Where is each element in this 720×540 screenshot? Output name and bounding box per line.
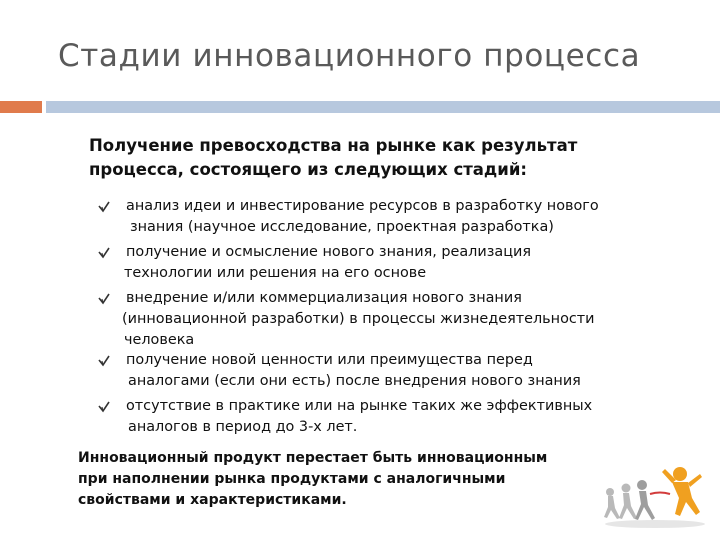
stage-item: [98, 288, 595, 351]
conclusion-line: Инновационный продукт перестает быть инновационным: [78, 450, 548, 466]
conclusion-text: [78, 448, 638, 511]
stage-line: человека: [124, 332, 195, 348]
running-figures-icon: [600, 458, 710, 530]
header-divider-bar: [46, 101, 720, 113]
stage-item: [98, 196, 599, 238]
checkmark-arrow-icon: [98, 354, 110, 368]
stage-line: получение и осмысление нового знания, реализация: [126, 244, 532, 260]
intro-heading: [89, 134, 689, 182]
checkmark-arrow-icon: [98, 246, 110, 260]
stage-line: получение новой ценности или преимущества перед: [126, 352, 533, 368]
accent-bar: [0, 101, 42, 113]
checkmark-arrow-icon: [98, 200, 110, 214]
stage-line: аналогов в период до 3-х лет.: [128, 419, 358, 435]
stage-item: [98, 396, 592, 438]
stage-line: отсутствие в практике или на рынке таких же эффективных: [126, 398, 593, 414]
conclusion-line: свойствами и характеристиками.: [78, 492, 347, 508]
intro-line: процесса, состоящего из следующих стадий:: [89, 160, 527, 179]
checkmark-arrow-icon: [98, 400, 110, 414]
checkmark-arrow-icon: [98, 292, 110, 306]
stage-line: знания (научное исследование, проектная разработка): [130, 219, 554, 235]
stage-line: (инновационной разработки) в процессы жизнедеятельности: [122, 311, 595, 327]
slide-title: Стадии инновационного процесса: [58, 38, 641, 74]
stage-line: технологии или решения на его основе: [124, 265, 427, 281]
stage-line: внедрение и/или коммерциализация нового знания: [126, 290, 522, 306]
stage-line: анализ идеи и инвестирование ресурсов в разработку нового: [126, 198, 599, 214]
intro-line: Получение превосходства на рынке как результат: [89, 136, 578, 155]
conclusion-line: при наполнении рынка продуктами с аналогичными: [78, 471, 506, 487]
stage-line: аналогами (если они есть) после внедрения нового знания: [128, 373, 581, 389]
stage-item: [98, 350, 581, 392]
stage-item: [98, 242, 531, 284]
